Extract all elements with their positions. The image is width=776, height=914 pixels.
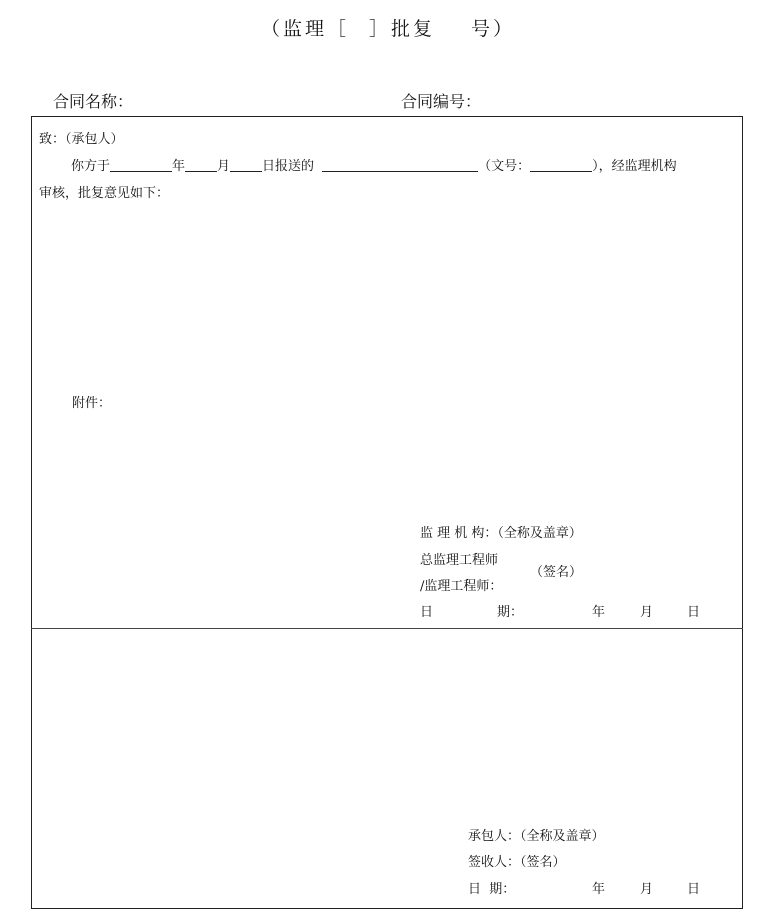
contract-name-label: 合同名称： (53, 92, 134, 111)
year-label: 年 (172, 159, 186, 174)
supervision-org-row (420, 522, 582, 541)
second-line: 审核，批复意见如下： (39, 186, 170, 201)
doc-number-blank[interactable] (530, 158, 592, 172)
document-title-blank[interactable] (322, 158, 478, 172)
date-day: 日 (687, 605, 701, 620)
sentence-start: 你方于 (71, 159, 111, 174)
month-label: 月 (217, 159, 231, 174)
receiver-row (468, 851, 566, 870)
bottom-date-month: 月 (640, 882, 654, 897)
chief-engineer-label: 总监理工程师 (420, 553, 499, 568)
month-blank[interactable] (185, 158, 217, 172)
date-year: 年 (592, 605, 606, 620)
attachment-label: 附件： (72, 396, 112, 411)
bottom-date-year: 年 (592, 882, 606, 897)
engineer-label: /监理工程师： (420, 579, 503, 594)
year-blank[interactable] (110, 158, 172, 172)
org-label: 监 理 机 构： (420, 526, 498, 541)
bottom-date-label: 日 期： (468, 882, 516, 897)
org-value: （全称及盖章） (497, 526, 582, 541)
contractor-value: （全称及盖章） (520, 829, 605, 844)
engineer-signature: （签名） (530, 565, 583, 580)
submission-sentence (71, 155, 677, 174)
form-title (0, 14, 776, 41)
receiver-label: 签收人： (468, 855, 521, 870)
title-left: （监理［ (260, 18, 349, 40)
title-middle: ］批复 (368, 18, 435, 40)
date-label-left: 日 (420, 605, 434, 620)
doc-no-close: ），经监理机构 (592, 159, 677, 174)
to-line: 致：（承包人） (39, 132, 124, 147)
contract-number-label: 合同编号： (401, 92, 482, 111)
contractor-row (468, 825, 605, 844)
title-right: 号） (471, 18, 516, 40)
date-month: 月 (640, 605, 654, 620)
form-frame (31, 116, 743, 909)
contractor-label: 承包人： (468, 829, 521, 844)
day-blank[interactable] (230, 158, 262, 172)
doc-no-open: （文号： (478, 159, 531, 174)
day-sent-label: 日报送的 (262, 159, 315, 174)
date-label-right: 期： (497, 605, 524, 620)
section-divider (31, 628, 743, 629)
receiver-value: （签名） (520, 855, 566, 870)
bottom-date-day: 日 (687, 882, 701, 897)
